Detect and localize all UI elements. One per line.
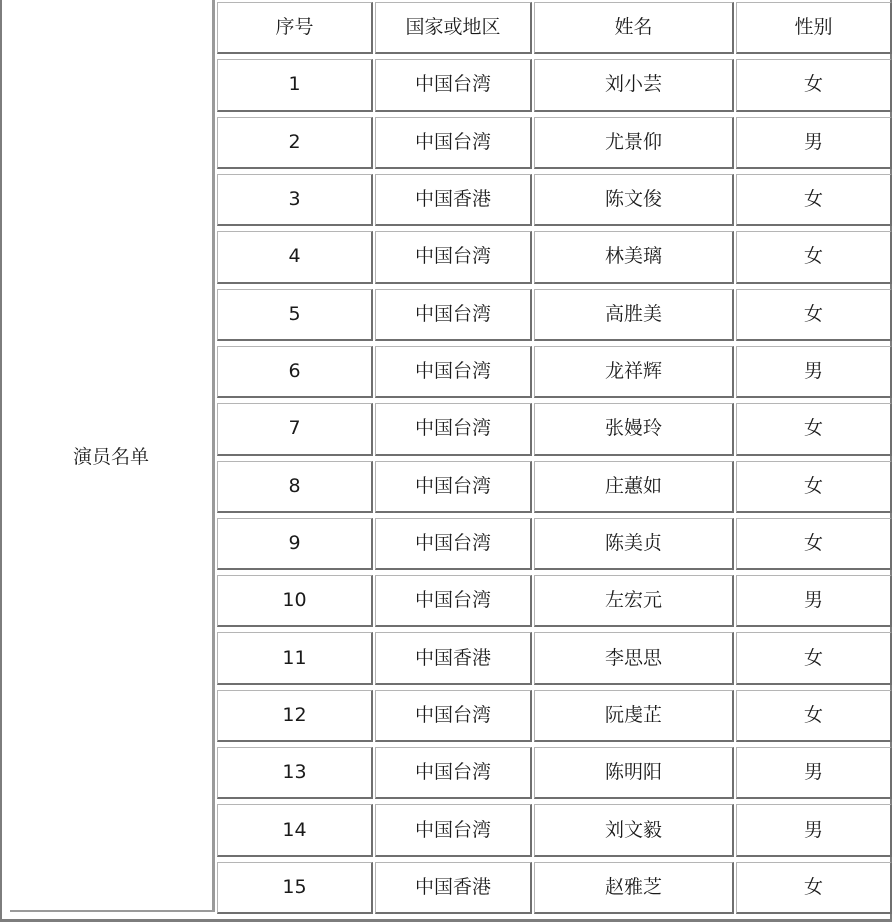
- cell-gender: 女: [736, 461, 892, 513]
- cell-index: 9: [217, 518, 373, 570]
- cell-name: 阮虔芷: [534, 690, 734, 742]
- cell-name: 林美璃: [534, 231, 734, 283]
- cell-region: 中国台湾: [375, 231, 532, 283]
- cell-region: 中国台湾: [375, 575, 532, 627]
- cell-name: 陈文俊: [534, 174, 734, 226]
- cell-region: 中国台湾: [375, 461, 532, 513]
- cell-name: 陈美贞: [534, 518, 734, 570]
- cell-region: 中国台湾: [375, 346, 532, 398]
- cell-index: 12: [217, 690, 373, 742]
- cell-gender: 女: [736, 862, 892, 914]
- header-region: 国家或地区: [375, 2, 532, 54]
- cell-gender: 男: [736, 117, 892, 169]
- header-name: 姓名: [534, 2, 734, 54]
- cell-gender: 男: [736, 346, 892, 398]
- cell-name: 张嫚玲: [534, 403, 734, 455]
- cell-index: 7: [217, 403, 373, 455]
- cell-index: 15: [217, 862, 373, 914]
- cell-gender: 女: [736, 632, 892, 684]
- cell-gender: 男: [736, 575, 892, 627]
- cell-gender: 男: [736, 804, 892, 856]
- cell-index: 6: [217, 346, 373, 398]
- cast-grid: [217, 0, 890, 916]
- header-index: 序号: [217, 2, 373, 54]
- cell-region: 中国台湾: [375, 518, 532, 570]
- cell-gender: 女: [736, 289, 892, 341]
- cell-region: 中国台湾: [375, 747, 532, 799]
- cell-name: 左宏元: [534, 575, 734, 627]
- cell-gender: 女: [736, 518, 892, 570]
- cell-index: 11: [217, 632, 373, 684]
- cell-name: 陈明阳: [534, 747, 734, 799]
- cell-gender: 女: [736, 690, 892, 742]
- cell-region: 中国台湾: [375, 289, 532, 341]
- cell-region: 中国台湾: [375, 804, 532, 856]
- cell-region: 中国香港: [375, 862, 532, 914]
- cell-gender: 女: [736, 403, 892, 455]
- cell-gender: 女: [736, 231, 892, 283]
- cell-name: 庄蕙如: [534, 461, 734, 513]
- cell-name: 赵雅芝: [534, 862, 734, 914]
- cell-index: 2: [217, 117, 373, 169]
- cell-name: 刘文毅: [534, 804, 734, 856]
- cell-gender: 女: [736, 59, 892, 111]
- cell-region: 中国香港: [375, 632, 532, 684]
- cell-region: 中国台湾: [375, 59, 532, 111]
- cell-index: 5: [217, 289, 373, 341]
- cell-region: 中国台湾: [375, 403, 532, 455]
- cell-gender: 女: [736, 174, 892, 226]
- cell-region: 中国香港: [375, 174, 532, 226]
- cell-name: 李思思: [534, 632, 734, 684]
- cast-list-label: 演员名单: [10, 0, 215, 912]
- cell-index: 3: [217, 174, 373, 226]
- header-gender: 性别: [736, 2, 892, 54]
- cell-index: 10: [217, 575, 373, 627]
- cell-gender: 男: [736, 747, 892, 799]
- cell-index: 8: [217, 461, 373, 513]
- cell-index: 1: [217, 59, 373, 111]
- cell-name: 尤景仰: [534, 117, 734, 169]
- cell-name: 龙祥辉: [534, 346, 734, 398]
- cell-region: 中国台湾: [375, 690, 532, 742]
- cell-region: 中国台湾: [375, 117, 532, 169]
- cell-index: 14: [217, 804, 373, 856]
- cell-index: 4: [217, 231, 373, 283]
- cell-name: 刘小芸: [534, 59, 734, 111]
- cell-index: 13: [217, 747, 373, 799]
- cell-name: 高胜美: [534, 289, 734, 341]
